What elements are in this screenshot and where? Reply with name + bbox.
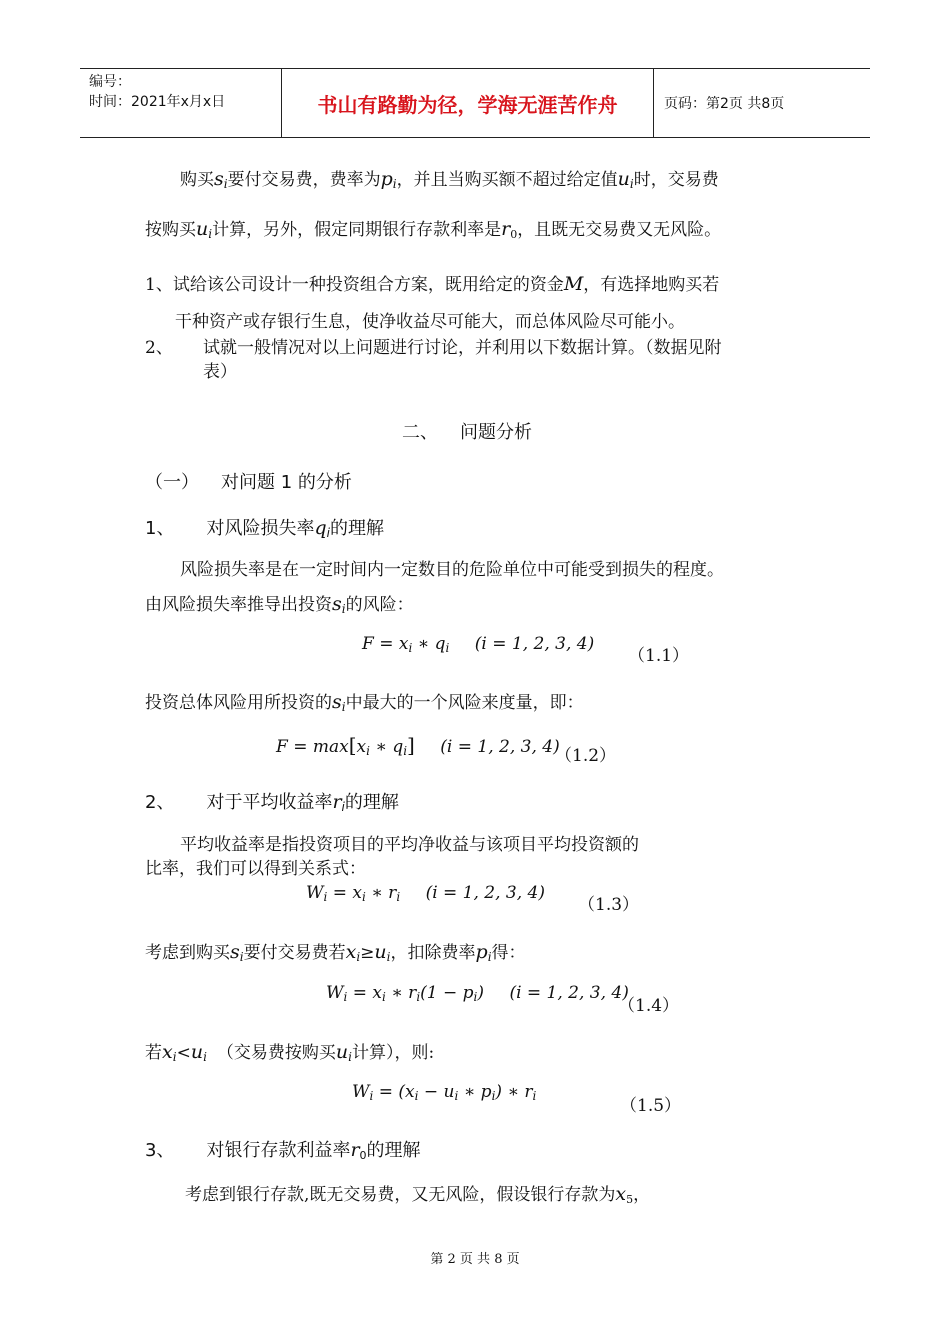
page-footer: 第 2 页 共 8 页 bbox=[430, 1252, 520, 1267]
math-sub: i bbox=[491, 1089, 496, 1103]
text: 若 bbox=[145, 1043, 162, 1063]
math-sub: i bbox=[403, 744, 408, 758]
text: 计算），则: bbox=[352, 1043, 435, 1063]
text: 要付交易费，费率为 bbox=[227, 170, 381, 190]
eq-part: ) ∗ r bbox=[495, 1082, 533, 1102]
s2-para2: 比率，我们可以得到关系式： bbox=[145, 859, 366, 879]
s1-para2 bbox=[145, 592, 414, 621]
math-s: s bbox=[332, 691, 342, 713]
math-p: p bbox=[380, 168, 393, 190]
math-r: r bbox=[350, 1139, 360, 1161]
math-sub: i bbox=[629, 177, 634, 191]
text: ，且既无交易费又无风险。 bbox=[517, 220, 722, 240]
equation-1-2: $F = \max[x_i$ ∗ $q_i$] (i = 1, 2, 3, 4) bbox=[276, 733, 560, 758]
eq-part: − u bbox=[418, 1082, 455, 1102]
eq-part: ∗ p bbox=[458, 1082, 492, 1102]
eq-part: W bbox=[306, 883, 324, 903]
math-sub: i bbox=[203, 1050, 207, 1064]
document-header bbox=[80, 68, 870, 138]
list-number: 2、 bbox=[145, 338, 173, 358]
text: 考虑到银行存款,既无交易费，又无风险，假设银行存款为 bbox=[185, 1185, 616, 1205]
math-x: x bbox=[345, 941, 357, 963]
math-sub: i bbox=[172, 1050, 177, 1064]
heading-1 bbox=[145, 516, 384, 545]
math-r: r bbox=[332, 791, 342, 813]
math-sub: i bbox=[454, 1089, 459, 1103]
eq-part: ∗ r bbox=[365, 883, 397, 903]
text: 对于平均收益率 bbox=[206, 792, 333, 813]
heading-2 bbox=[145, 790, 399, 819]
para1-line2 bbox=[145, 217, 721, 247]
math-sub: i bbox=[414, 1089, 419, 1103]
text: ，扣除费率 bbox=[390, 943, 476, 963]
number-label: 编号： bbox=[89, 74, 131, 90]
math-x: x bbox=[162, 1041, 173, 1063]
time-label: 时间：2021年x月x日 bbox=[89, 94, 226, 110]
math-sub: i bbox=[341, 700, 346, 714]
text: 对风险损失率 bbox=[206, 518, 315, 539]
eq-part: = x bbox=[327, 883, 362, 903]
math-sub: i bbox=[223, 177, 228, 191]
text: 按购买 bbox=[145, 220, 196, 240]
eq-part: (1 − p bbox=[420, 983, 474, 1003]
text: 的理解 bbox=[344, 792, 399, 813]
equation-number-1-2: （1.2） bbox=[555, 746, 617, 766]
text: 要付交易费若 bbox=[243, 943, 346, 963]
s3-para1 bbox=[185, 1182, 650, 1212]
math-sub: i bbox=[369, 1089, 374, 1103]
math-s: s bbox=[214, 168, 224, 190]
math-sub: i bbox=[487, 950, 492, 964]
math-sub: i bbox=[416, 990, 421, 1004]
text: ， bbox=[633, 1185, 651, 1205]
math-sub: i bbox=[343, 990, 348, 1004]
text: 中最大的一个风险来度量，即： bbox=[345, 693, 584, 713]
math-u: u bbox=[190, 1041, 204, 1063]
math-sub: i bbox=[532, 1089, 537, 1103]
text: ，有选择地购买若 bbox=[583, 275, 720, 295]
section-number: 二、 bbox=[402, 422, 438, 443]
heading-3 bbox=[145, 1138, 421, 1168]
math-sub: i bbox=[408, 641, 413, 655]
math-sub: i bbox=[396, 890, 401, 904]
heading-number: 3、 bbox=[145, 1140, 175, 1161]
list-number: 1、 bbox=[145, 275, 173, 295]
math-p: p bbox=[475, 941, 488, 963]
math-sub: i bbox=[356, 950, 361, 964]
equation-number-1-5: （1.5） bbox=[620, 1096, 682, 1116]
equation-number-1-4: （1.4） bbox=[618, 996, 680, 1016]
equation-1-4 bbox=[326, 983, 629, 1004]
header-motto: 书山有路勤为径，学海无涯苦作舟 bbox=[282, 69, 654, 137]
eq-part: = (x bbox=[373, 1082, 415, 1102]
math-sub: i bbox=[348, 1050, 352, 1064]
eq-range: (i = 1, 2, 3, 4) bbox=[509, 983, 629, 1003]
header-meta-cell bbox=[80, 69, 282, 137]
text: 由风险损失率推导出投资 bbox=[145, 595, 332, 615]
eq-part: = x bbox=[347, 983, 382, 1003]
subsection-heading bbox=[145, 471, 352, 495]
list-item-1 bbox=[145, 272, 719, 297]
s2-para3 bbox=[145, 940, 526, 969]
eq-part: W bbox=[352, 1082, 370, 1102]
math-u: u bbox=[335, 1041, 349, 1063]
math-sub: 5 bbox=[626, 1193, 634, 1206]
eq-part: ∗ q bbox=[369, 737, 404, 757]
text: 考虑到购买 bbox=[145, 943, 230, 963]
text: 的理解 bbox=[366, 1140, 421, 1161]
text: 对银行存款利益率 bbox=[206, 1140, 351, 1161]
text: 计算，另外，假定同期银行存款利率是 bbox=[212, 220, 502, 240]
list-item-1-cont: 干种资产或存银行生息，使净收益尽可能大，而总体风险尽可能小。 bbox=[175, 312, 685, 332]
math-x: x bbox=[615, 1183, 627, 1205]
math-sub: 0 bbox=[359, 1149, 367, 1162]
eq-range: (i = 1, 2, 3, 4) bbox=[425, 883, 546, 903]
math-u: u bbox=[196, 218, 209, 240]
section-title: 问题分析 bbox=[460, 422, 532, 443]
s2-para1: 平均收益率是指投资项目的平均净收益与该项目平均投资额的 bbox=[180, 835, 639, 855]
s1-para1: 风险损失率是在一定时间内一定数目的危险单位中可能受到损失的程度。 bbox=[180, 560, 724, 580]
para1-line1 bbox=[180, 167, 719, 196]
equation-1-5 bbox=[352, 1082, 536, 1103]
math-sub: i bbox=[361, 890, 366, 904]
math-sub: 0 bbox=[510, 228, 518, 241]
math-sub: i bbox=[341, 602, 346, 616]
math-M: M bbox=[563, 273, 584, 295]
eq-part: W bbox=[326, 983, 344, 1003]
equation-1-3 bbox=[306, 883, 545, 904]
math-sub: i bbox=[239, 950, 244, 964]
section-heading bbox=[402, 421, 532, 445]
math-u: u bbox=[617, 168, 630, 190]
math-s: s bbox=[230, 941, 240, 963]
eq-part: F = x bbox=[362, 634, 409, 654]
heading-number: 2、 bbox=[145, 792, 175, 813]
math-sub: i bbox=[392, 177, 397, 191]
text: 的理解 bbox=[329, 518, 384, 539]
eq-part: ) bbox=[477, 983, 485, 1003]
text: 试给该公司设计一种投资组合方案，既用给定的资金 bbox=[172, 275, 564, 295]
list-item-2-text: 试就一般情况对以上问题进行讨论，并利用以下数据计算。（数据见附 bbox=[203, 338, 722, 358]
eq-range: (i = 1, 2, 3, 4) bbox=[474, 634, 595, 654]
eq-part: ∗ q bbox=[412, 634, 446, 654]
eq-range: (i = 1, 2, 3, 4) bbox=[440, 737, 560, 757]
subsection-number: （一） bbox=[145, 472, 199, 493]
math-ge: ≥ bbox=[360, 943, 375, 963]
math-sub: i bbox=[445, 641, 450, 655]
math-q: q bbox=[314, 517, 327, 539]
text: 得： bbox=[491, 943, 526, 963]
math-sub: i bbox=[386, 950, 391, 964]
text: ，并且当购买额不超过给定值 bbox=[396, 170, 618, 190]
math-r: r bbox=[501, 218, 511, 240]
math-sub: i bbox=[473, 990, 478, 1004]
list-item-2-cont: 表） bbox=[203, 362, 237, 382]
s1-para3 bbox=[145, 690, 584, 719]
heading-number: 1、 bbox=[145, 518, 175, 539]
math-sub: i bbox=[208, 227, 213, 241]
math-sub: i bbox=[341, 800, 345, 814]
math-sub: i bbox=[366, 744, 370, 758]
math-s: s bbox=[332, 593, 342, 615]
text: 购买 bbox=[180, 170, 214, 190]
eq-part: ∗ r bbox=[385, 983, 417, 1003]
text: 投资总体风险用所投资的 bbox=[145, 693, 332, 713]
equation-number-1-1: （1.1） bbox=[628, 646, 690, 666]
eq-part: F = max bbox=[276, 737, 349, 757]
text: 时，交易费 bbox=[633, 170, 719, 190]
text: 的风险： bbox=[345, 595, 414, 615]
math-lt: < bbox=[176, 1043, 191, 1063]
eq-part: x bbox=[356, 737, 367, 757]
subsection-title: 对问题 1 的分析 bbox=[221, 472, 352, 493]
math-sub: i bbox=[323, 890, 328, 904]
math-sub: i bbox=[381, 990, 386, 1004]
text: （交易费按购买 bbox=[216, 1043, 336, 1063]
equation-1-1 bbox=[362, 634, 594, 655]
math-sub: i bbox=[326, 526, 330, 540]
header-page-label: 页码：第2页 共8页 bbox=[664, 96, 785, 112]
list-item-2 bbox=[145, 336, 173, 360]
equation-number-1-3: （1.3） bbox=[578, 895, 640, 915]
math-u: u bbox=[374, 941, 387, 963]
s2-para4 bbox=[145, 1040, 434, 1069]
